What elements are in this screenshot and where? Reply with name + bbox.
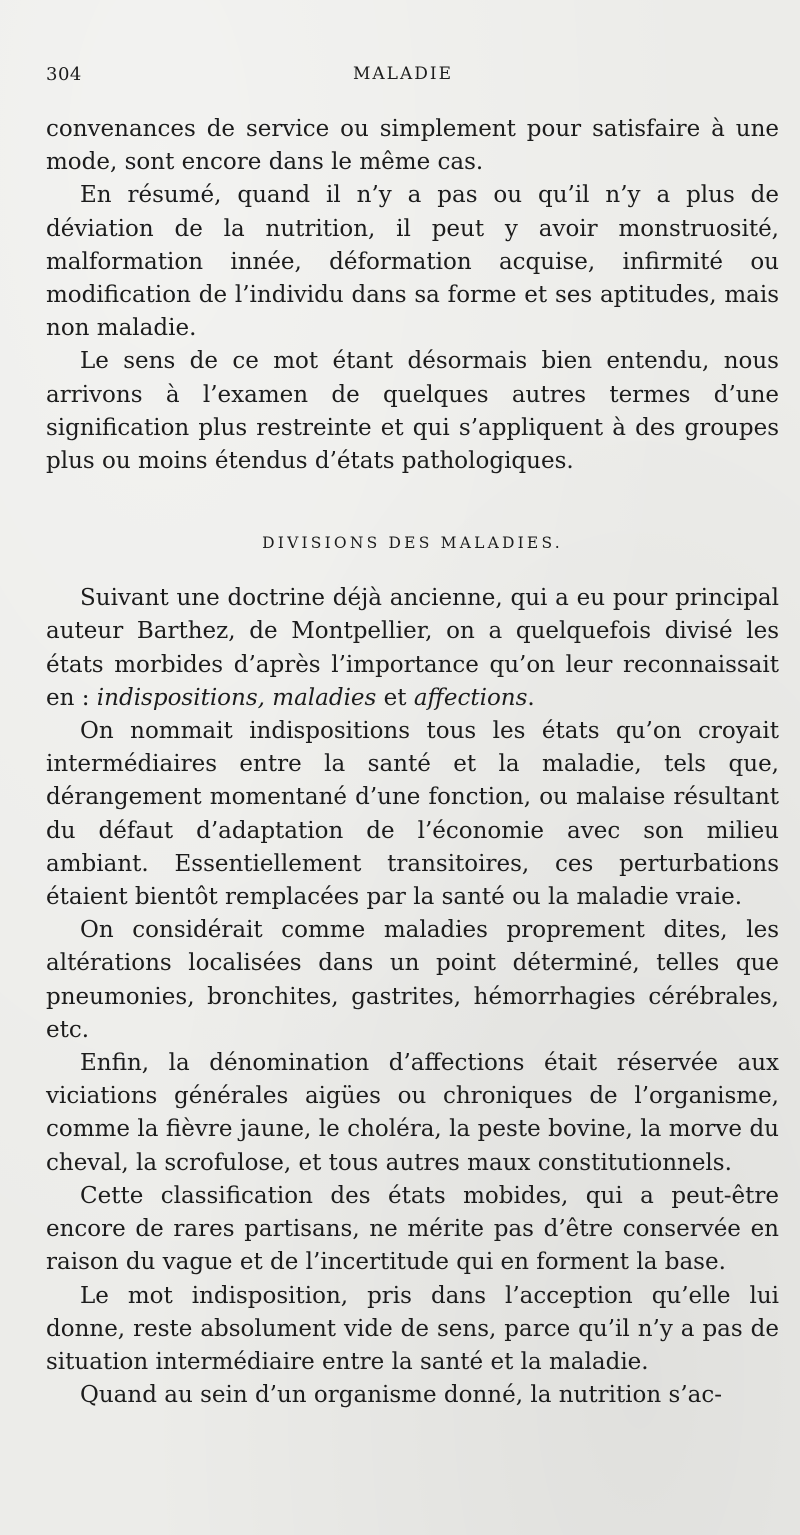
running-title: MALADIE xyxy=(352,64,453,84)
paragraph-text: et xyxy=(376,684,414,711)
paragraph: Quand au sein d’un organisme donné, la nutrition s’ac- xyxy=(80,1382,722,1409)
page-header xyxy=(46,64,760,92)
paragraph: On considérait comme maladies proprement dites, les altérations localisées dans un point déterminé, telles que pneumonies, bronchites, gastrites, hémorrhagies cérébrales, etc. xyxy=(46,917,779,1043)
paragraph-text: . xyxy=(527,684,535,711)
italic-term: maladies xyxy=(272,684,377,711)
paragraph xyxy=(46,582,779,715)
paragraph: On nommait indispositions tous les états qu’on croyait intermédiaires entre la santé et la maladie, tels que, dérangement momentané d’une fonction, ou malaise résultant du défaut d’adaptation de l’économie avec son milieu ambiant. Essentiellement transitoires, ces perturbations étaient bientôt remplacées par la santé ou la maladie vraie. xyxy=(46,718,779,911)
paragraph: Le sens de ce mot étant désormais bien entendu, nous arrivons à l’examen de quelques autres termes d’une signification plus restreinte et qui s’appliquent à des groupes plus ou moins étendus d’états pathologiques. xyxy=(46,348,779,475)
paragraph: Enfin, la dénomination d’affections était réservée aux viciations générales aigües ou chroniques de l’organisme, comme la fièvre jaune, le choléra, la peste bovine, la morve du cheval, la scrofulose, et tous autres maux constitutionnels. xyxy=(46,1050,779,1176)
section-heading: DIVISIONS DES MALADIES. xyxy=(262,534,563,553)
paragraph: En résumé, quand il n’y a pas ou qu’il n’y a plus de déviation de la nutrition, il peut y avoir monstruosité, malformation innée, déformation acquise, infirmité ou modification de l’individu dans sa forme et ses aptitudes, mais non maladie. xyxy=(46,182,779,342)
italic-term: indispositions, xyxy=(96,684,265,711)
paragraph: Le mot indisposition, pris dans l’acception qu’elle lui donne, reste absolument vide de sens, parce qu’il n’y a pas de situation intermédiaire entre la santé et la maladie. xyxy=(46,1282,779,1375)
paragraph: convenances de service ou simplement pour satisfaire à une mode, sont encore dans le même cas. xyxy=(46,116,779,176)
italic-term: affections xyxy=(413,684,528,711)
paragraph: Cette classification des états mobides, qui a peut-être encore de rares partisans, ne mérite pas d’être conservée en raison du vague et de l’incertitude qui en forment la base. xyxy=(46,1182,779,1276)
page-number: 304 xyxy=(46,64,82,85)
paragraph-text: Suivant une doctrine déjà ancienne, qui a eu pour principal auteur Barthez, de Montpellier, on a quelquefois divisé les états morbides d’après l’importance qu’on leur reconnaissait en : xyxy=(46,585,779,711)
body-text xyxy=(46,113,779,1412)
